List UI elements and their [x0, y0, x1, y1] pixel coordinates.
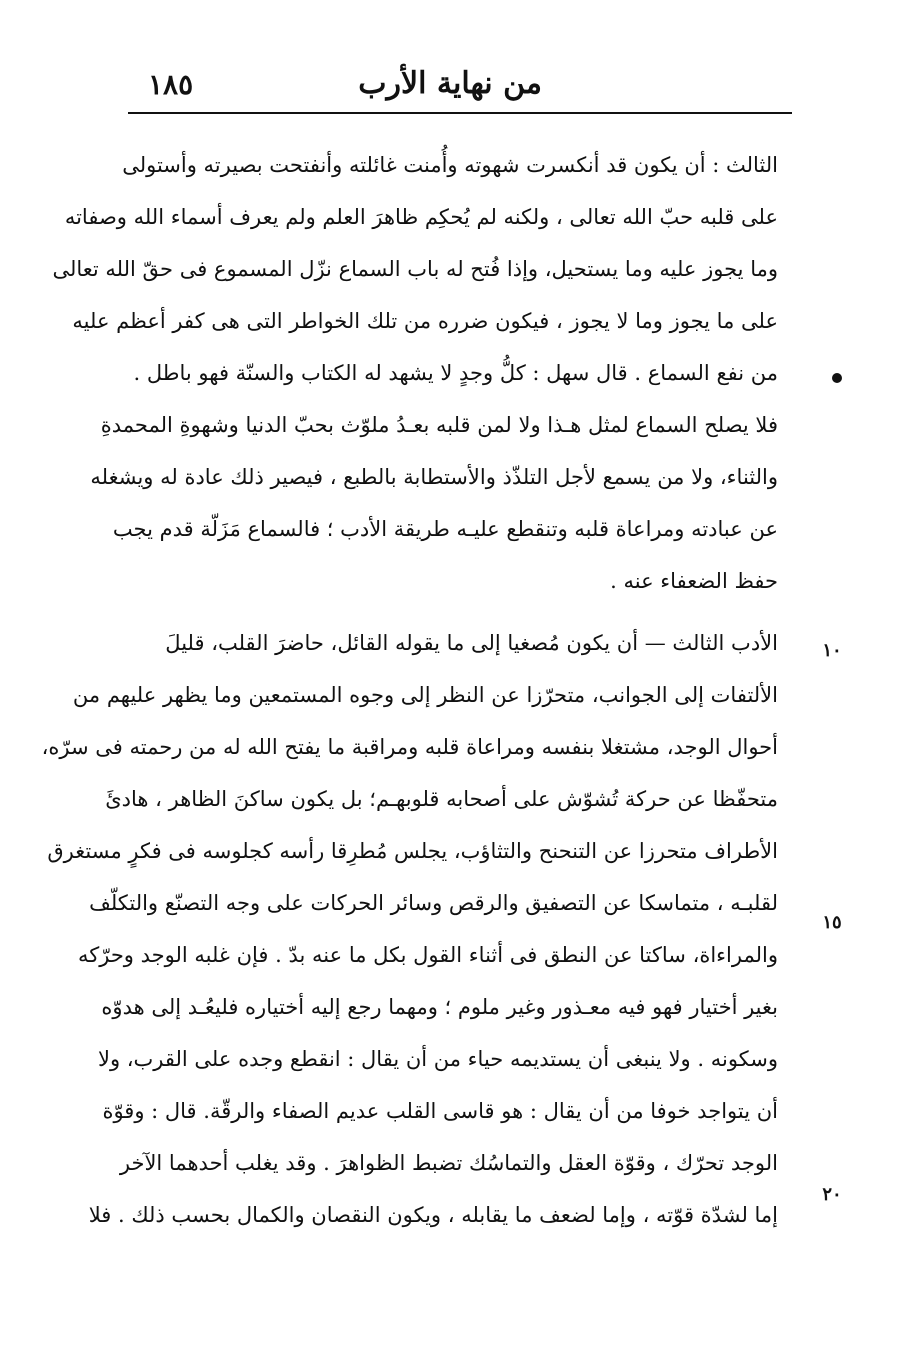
page-header [128, 60, 792, 114]
text-line: بغير أختيار فهو فيه معـذور وغير ملوم ؛ ومهما رجع إليه أختياره فليعُـد إلى هدوّه [101, 995, 778, 1019]
text-line: الألتفات إلى الجوانب، متحرّزا عن النظر إلى وجوه المستمعين وما يظهر عليهم من [72, 683, 778, 707]
margin-line-number: ١٠ [822, 640, 842, 661]
page-number: ١٨٥ [148, 68, 194, 101]
margin-dot-marker [832, 373, 842, 383]
text-line: الوجد تحرّك ، وقوّة العقل والتماسُك تضبط الظواهرَ . وقد يغلب أحدهما الآخر [119, 1151, 778, 1175]
text-line: من نفع السماع . قال سهل : كلُّ وجدٍ لا يشهد له الكتاب والسنّة فهو باطل . [133, 361, 778, 385]
text-line: وما يجوز عليه وما يستحيل، وإذا فُتح له باب السماع نزّل المسموع فى حقّ الله تعالى [52, 257, 778, 281]
text-line: الثالث : أن يكون قد أنكسرت شهوته وأُمنت غائلته وأنفتحت بصيرته وأستولى [122, 153, 778, 177]
margin-line-number: ١٥ [822, 912, 842, 933]
text-line: والثناء، ولا من يسمع لأجل التلذّذ والأستطابة بالطبع ، فيصير ذلك عادة له ويشغله [90, 465, 778, 489]
text-line: أحوال الوجد، مشتغلا بنفسه ومراعاة قلبه ومراقبة ما يفتح الله له من رحمته فى سرّه، [41, 735, 778, 759]
text-line: الأدب الثالث — أن يكون مُصغيا إلى ما يقوله القائل، حاضرَ القلب، قليلَ [165, 631, 778, 655]
body-text [41, 145, 778, 1275]
margin-line-number: ٢٠ [822, 1184, 842, 1205]
text-line: على قلبه حبّ الله تعالى ، ولكنه لم يُحكِم ظاهرَ العلم ولم يعرف أسماء الله وصفاته [64, 205, 778, 229]
text-line: والمراءاة، ساكتا عن النطق فى أثناء القول بكل ما عنه بدّ . فإن غلبه الوجد وحرّكه [77, 943, 778, 967]
text-line: إما لشدّة قوّته ، وإما لضعف ما يقابله ، ويكون النقصان والكمال بحسب ذلك . فلا [88, 1203, 778, 1227]
text-line: وسكونه . ولا ينبغى أن يستديمه حياء من أن يقال : انقطع وجده على القرب، ولا [97, 1047, 778, 1071]
text-line: فلا يصلح السماع لمثل هـذا ولا لمن قلبه بعـدُ ملوّث بحبّ الدنيا وشهوةِ المحمدةِ [100, 413, 778, 437]
text-line: أن يتواجد خوفا من أن يقال : هو قاسى القلب عديم الصفاء والرقّة. قال : وقوّة [102, 1099, 778, 1123]
text-line: متحفّظا عن حركة تُشوّش على أصحابه قلوبهـم؛ بل يكون ساكنَ الظاهر ، هادئَ [105, 787, 778, 811]
text-line: على ما يجوز وما لا يجوز ، فيكون ضرره من تلك الخواطر التى هى كفر أعظم عليه [72, 309, 778, 333]
running-title: من نهاية الأرب [358, 66, 542, 101]
text-line: حفظ الضعفاء عنه . [610, 569, 778, 593]
text-line: لقلبـه ، متماسكا عن التصفيق والرقص وسائر الحركات على وجه التصنّع والتكلّف [89, 891, 778, 915]
text-line: الأطراف متحرزا عن التنحنح والتثاؤب، يجلس مُطرِقا رأسه كجلوسه فى فكرٍ مستغرق [47, 839, 778, 863]
text-line: عن عبادته ومراعاة قلبه وتنقطع عليـه طريقة الأدب ؛ فالسماع مَزَلّة قدم يجب [112, 517, 778, 541]
